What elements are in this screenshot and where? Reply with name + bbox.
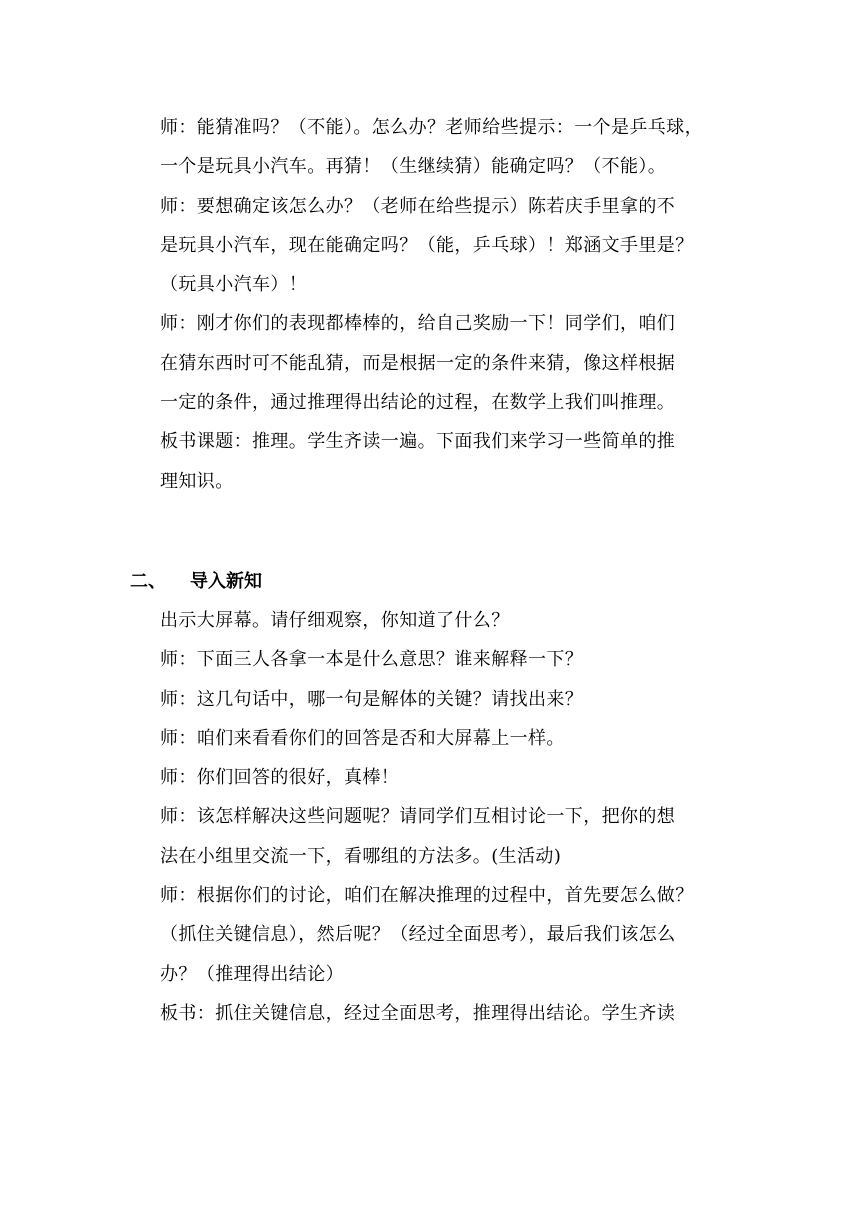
text-line: 师：咱们来看看你们的回答是否和大屏幕上一样。 [160, 727, 565, 749]
section-title: 导入新知 [190, 571, 262, 592]
text-line: 是玩具小汽车，现在能确定吗？（能，乒乓球）！郑涵文手里是？ [160, 234, 694, 256]
text-block-top [160, 108, 732, 501]
text-line: 一个是玩具小汽车。再猜！（生继续猜）能确定吗？（不能）。 [160, 156, 667, 178]
text-line: 一定的条件，通过推理得出结论的过程，在数学上我们叫推理。 [160, 392, 676, 414]
text-line: 师：该怎样解决这些问题呢？请同学们互相讨论一下，把你的想 [160, 806, 676, 828]
text-line: 理知识。 [160, 470, 234, 492]
text-line: 师：要想确定该怎么办？（老师在给些提示）陈若庆手里拿的不 [160, 195, 676, 217]
section-number: 二、 [130, 571, 166, 592]
text-line: 师：刚才你们的表现都棒棒的，给自己奖励一下！同学们，咱们 [160, 313, 676, 335]
text-line: 法在小组里交流一下，看哪组的方法多。(生活动) [160, 845, 562, 867]
text-line: 师：能猜准吗？（不能）。怎么办？老师给些提示：一个是乒乓球， [160, 117, 703, 138]
text-block-bottom [160, 601, 732, 1033]
text-line: 板书课题：推理。学生齐读一遍。下面我们来学习一些简单的推 [160, 431, 676, 453]
text-line: 师：这几句话中，哪一句是解体的关键？请找出来？ [160, 688, 584, 710]
text-line: 师：下面三人各拿一本是什么意思？谁来解释一下？ [160, 649, 584, 671]
text-line: 师：根据你们的讨论，咱们在解决推理的过程中，首先要怎么做？ [160, 885, 694, 907]
text-line: （抓住关键信息），然后呢？（经过全面思考），最后我们该怎么 [160, 924, 676, 946]
text-line: 板书：抓住关键信息，经过全面思考，推理得出结论。学生齐读 [160, 1002, 676, 1024]
text-line: 办？（推理得出结论） [160, 963, 344, 985]
text-line: 出示大屏幕。请仔细观察，你知道了什么？ [160, 610, 510, 631]
text-line: 在猜东西时可不能乱猜，而是根据一定的条件来猜，像这样根据 [160, 352, 676, 374]
text-line: 师：你们回答的很好，真棒！ [160, 767, 400, 789]
text-line: （玩具小汽车）！ [160, 274, 308, 296]
section-heading [130, 562, 262, 601]
